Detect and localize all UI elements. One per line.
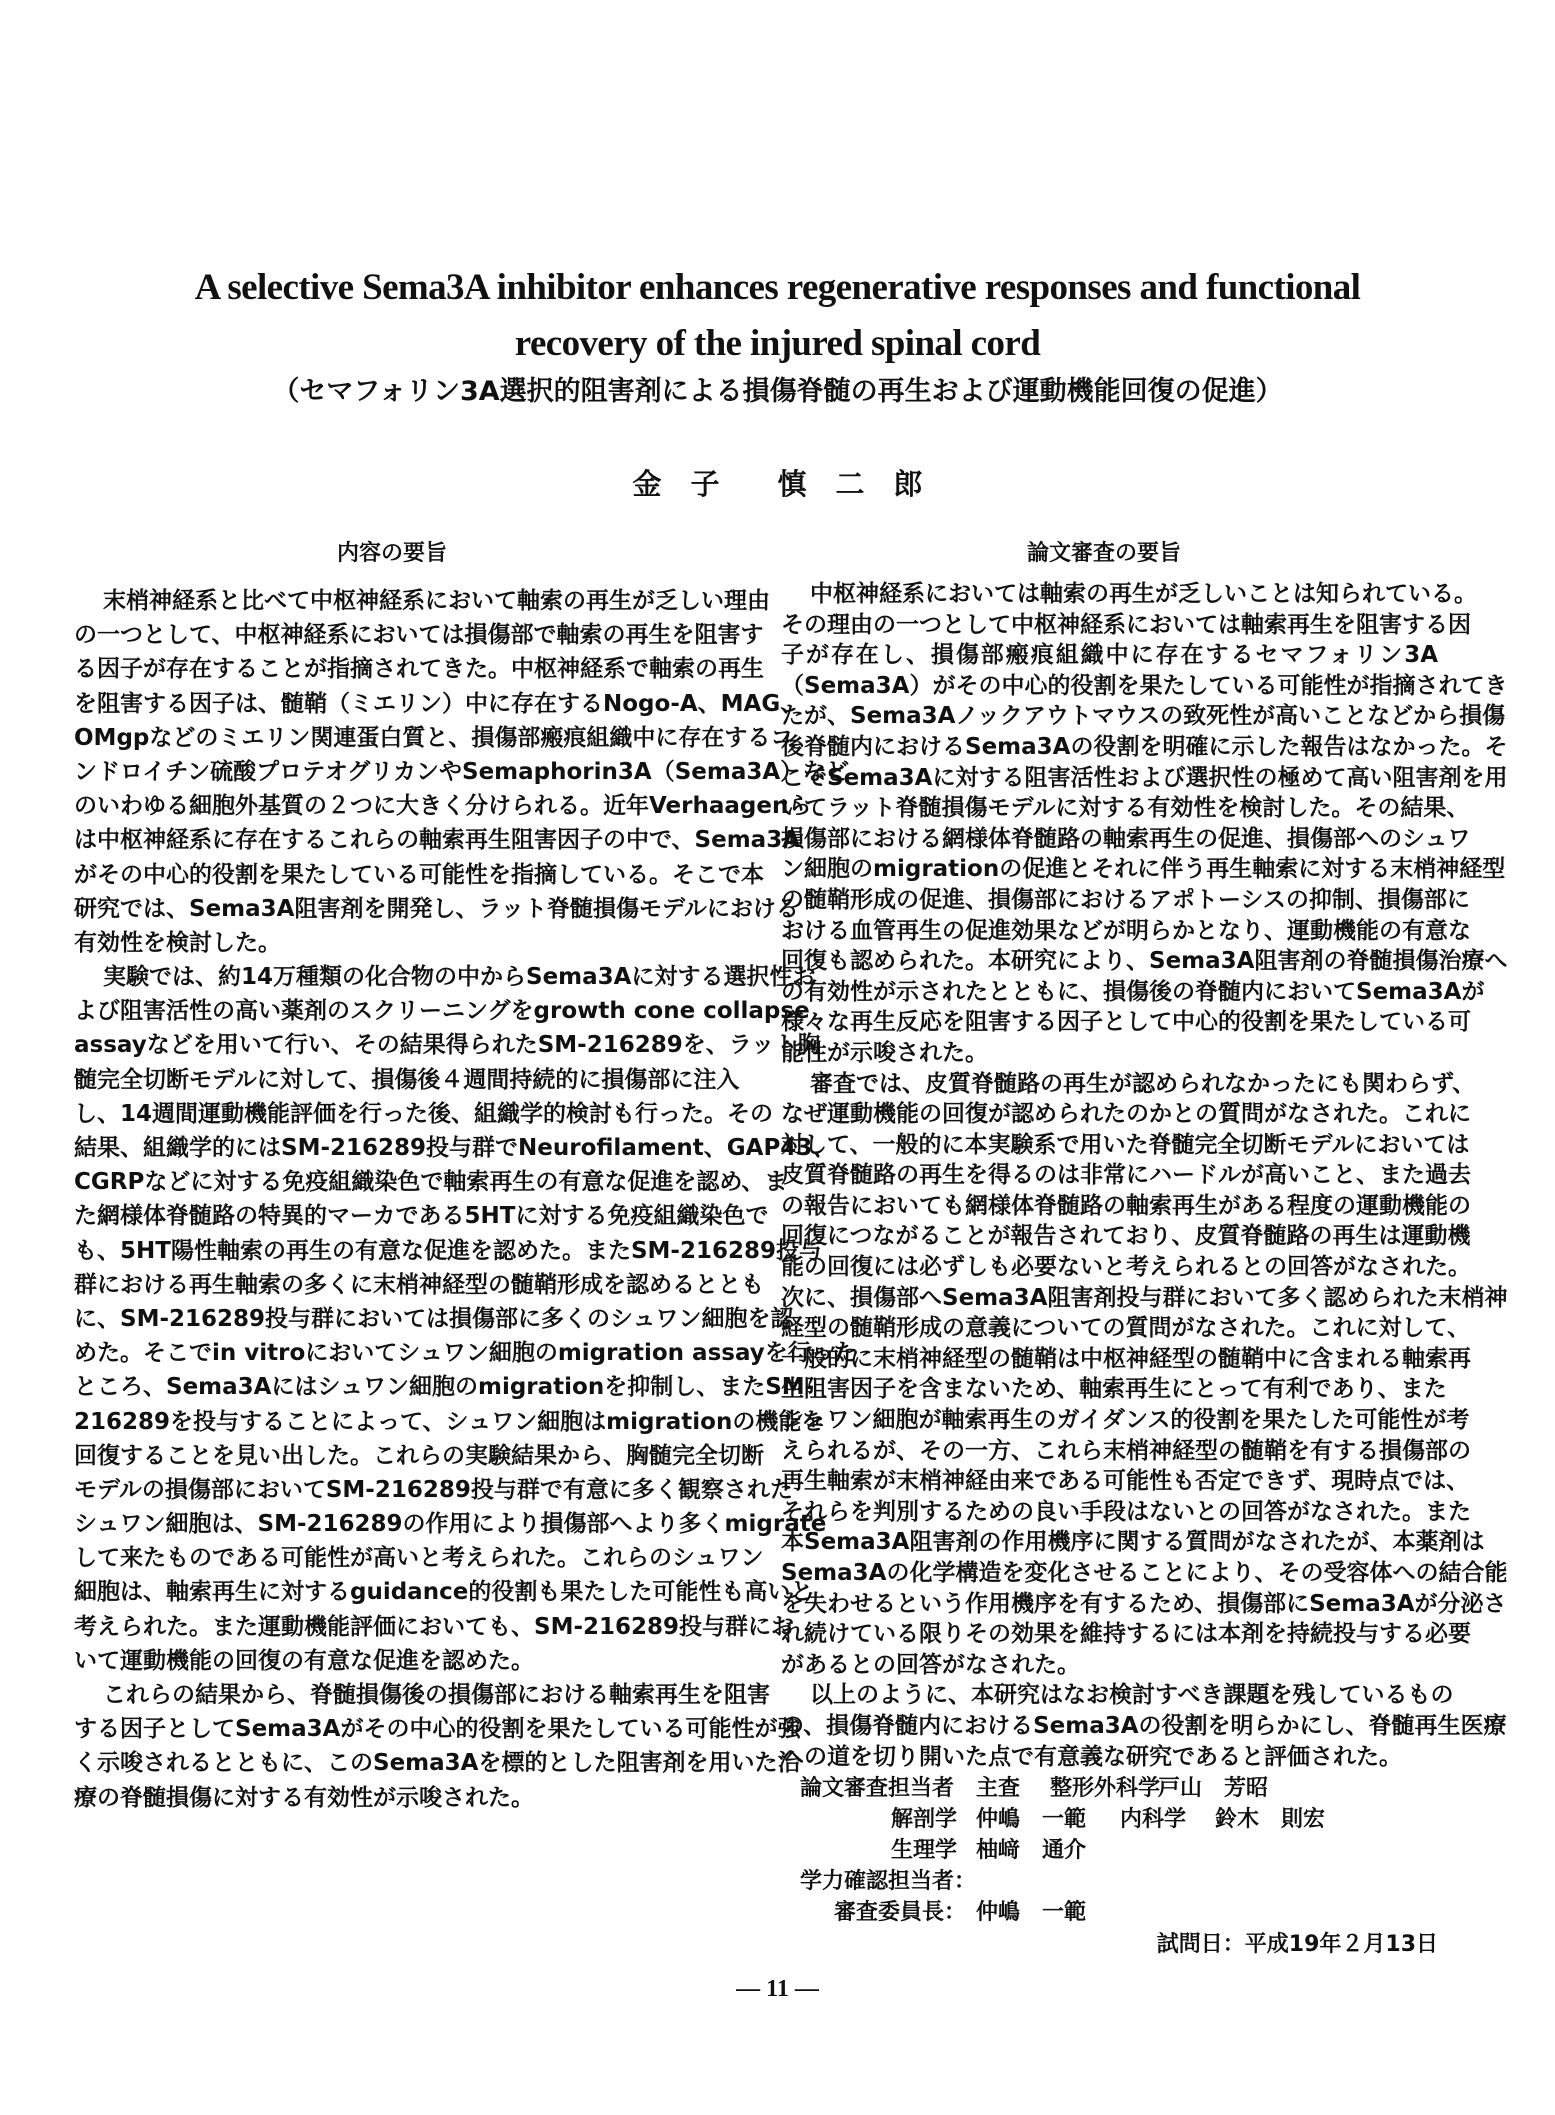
text-line: を阻害する因子は、髄鞘（ミエリン）中に存在するNogo-A、MAG、	[74, 690, 804, 717]
page-number: — 11 —	[736, 1976, 819, 2002]
chief-dept: 整形外科学	[1050, 1776, 1161, 1801]
text-line: 有効性を検討した。	[74, 929, 281, 956]
text-line: た網様体脊髄路の特異的マーカである5HTに対する免疫組織染色で	[74, 1203, 769, 1230]
text-line: への道を切り開いた点で有意義な研究であると評価された。	[781, 1743, 1402, 1770]
left-heading: 内容の要旨	[336, 541, 447, 566]
text-line: 末梢神経系と比べて中枢神経系において軸索の再生が乏しい理由	[103, 588, 770, 614]
text-line: 216289を投与することによって、シュワン細胞はmigrationの機能を	[74, 1408, 825, 1435]
text-line: OMgpなどのミエリン関連蛋白質と、損傷部瘢痕組織中に存在するコ	[74, 724, 794, 751]
text-line: 回復も認められた。本研究により、Sema3A阻害剤の脊髄損傷治療へ	[781, 948, 1508, 975]
text-line: シュワン細胞は、SM-216289の作用により損傷部へより多くmigrate	[74, 1511, 827, 1538]
text-line: 群における再生軸索の多くに末梢神経型の髄鞘形成を認めるととも	[74, 1271, 764, 1298]
text-line: して来たものである可能性が高いと考えられた。これらのシュワン	[74, 1545, 764, 1572]
text-line: 次に、損傷部へSema3A阻害剤投与群において多く認められた末梢神	[781, 1284, 1508, 1311]
text-line: 後脊髄内におけるSema3Aの役割を明確に示した報告はなかった。そ	[781, 733, 1508, 760]
text-line: 対して、一般的に本実験系で用いた脊髄完全切断モデルにおいては	[781, 1131, 1470, 1158]
text-line: 細胞は、軸索再生に対するguidance的役割も果たした可能性も高いと	[74, 1579, 814, 1606]
title-line-1: A selective Sema3A inhibitor enhances regenerative responses and functional	[194, 267, 1361, 308]
text-line: の有効性が示されたとともに、損傷後の脊髄内においてSema3Aが	[781, 978, 1485, 1005]
text-line: ン細胞のmigrationの促進とそれに伴う再生軸索に対する末梢神経型	[781, 856, 1506, 883]
chief-name: 戸山 芳昭	[1158, 1776, 1269, 1801]
exam-date: 試問日：平成19年２月13日	[1156, 1932, 1438, 1957]
text-line: （Sema3A）がその中心的役割を果たしている可能性が指摘されてき	[781, 672, 1508, 699]
text-line: こでSema3Aに対する阻害活性および選択性の極めて高い阻害剤を用	[781, 764, 1508, 791]
text-line: えられるが、その一方、これら末梢神経型の髄鞘を有する損傷部の	[781, 1437, 1471, 1464]
text-line: なぜ運動機能の回復が認められたのかとの質問がなされた。これに	[781, 1101, 1471, 1128]
text-line: たが、Sema3Aノックアウトマウスの致死性が高いことなどから損傷	[781, 703, 1506, 730]
text-line: 回復することを見い出した。これらの実験結果から、胸髄完全切断	[74, 1442, 764, 1469]
text-line: いて運動機能の回復の有意な促進を認めた。	[74, 1647, 534, 1674]
review-column	[781, 579, 1508, 1772]
text-line: する因子としてSema3Aがその中心的役割を果たしている可能性が強	[74, 1716, 801, 1743]
text-line: 様々な再生反応を阻害する因子として中心的役割を果たしている可	[781, 1009, 1471, 1036]
text-line: がその中心的役割を果たしている可能性を指摘している。そこで本	[74, 861, 764, 888]
committee-chair-label: 審査委員長：	[834, 1900, 967, 1925]
text-line: 研究では、Sema3A阻害剤を開発し、ラット脊髄損傷モデルにおける	[74, 895, 799, 922]
text-line: の報告においても網様体脊髄路の軸索再生がある程度の運動機能の	[781, 1192, 1471, 1219]
text-line: 能性が示唆された。	[781, 1039, 988, 1066]
member-dept: 解剖学	[891, 1807, 958, 1832]
text-line: 考えられた。また運動機能評価においても、SM-216289投与群にお	[74, 1613, 795, 1640]
text-line: CGRPなどに対する免疫組織染色で軸索再生の有意な促進を認め、ま	[74, 1169, 788, 1196]
member-dept: 内科学	[1120, 1807, 1187, 1832]
text-line: 髄完全切断モデルに対して、損傷後４週間持続的に損傷部に注入	[74, 1066, 740, 1093]
text-line: 損傷部における網様体脊髄路の軸索再生の促進、損傷部へのシュワ	[781, 825, 1471, 852]
text-line: を失わせるという作用機序を有するため、損傷部にSema3Aが分泌さ	[781, 1590, 1507, 1617]
member-name: 柚﨑 通介	[976, 1838, 1087, 1863]
text-line: 子が存在し、損傷部瘢痕組織中に存在するセマフォリン3A	[781, 642, 1438, 669]
text-line: も、5HT陽性軸索の再生の有意な促進を認めた。またSM-216289投与	[74, 1237, 822, 1264]
text-line: 生阻害因子を含まないため、軸索再生にとって有利であり、また	[781, 1376, 1447, 1403]
chief-role: 主査	[976, 1776, 1021, 1801]
text-line: 一般的に末梢神経型の髄鞘は中枢神経型の髄鞘中に含まれる軸索再	[781, 1345, 1471, 1372]
text-line: めた。そこでin vitroにおいてシュワン細胞のmigration assayを行った	[74, 1340, 857, 1367]
text-line: 能の回復には必ずしも必要ないと考えられるとの回答がなされた。	[781, 1254, 1471, 1281]
text-line: いてラット脊髄損傷モデルに対する有効性を検討した。その結果、	[781, 795, 1470, 822]
qualification-label: 学力確認担当者：	[800, 1869, 977, 1894]
text-line: 経型の髄鞘形成の意義についての質問がなされた。これに対して、	[781, 1315, 1471, 1342]
text-line: は中枢神経系に存在するこれらの軸索再生阻害因子の中で、Sema3A	[74, 827, 800, 854]
committee-chair-name: 仲嶋 一範	[976, 1900, 1087, 1925]
text-line: の一つとして、中枢神経系においては損傷部で軸索の再生を阻害す	[74, 622, 764, 649]
text-line: それらを判別するための良い手段はないとの回答がなされた。また	[781, 1498, 1471, 1525]
text-line: ところ、Sema3Aにはシュワン細胞のmigrationを抑制し、またSM-	[74, 1374, 815, 1401]
text-line: これらの結果から、脊髄損傷後の損傷部における軸索再生を阻害	[103, 1682, 770, 1708]
reviewers-label: 論文審査担当者	[800, 1776, 955, 1801]
member-name: 仲嶋 一範	[976, 1807, 1087, 1832]
text-line: のいわゆる細胞外基質の２つに大きく分けられる。近年Verhaagenら	[74, 793, 812, 820]
author-name: 金 子 慎 二 郎	[632, 467, 923, 501]
text-line: シュワン細胞が軸索再生のガイダンス的役割を果たした可能性が考	[781, 1407, 1470, 1434]
text-line: assayなどを用いて行い、その結果得られたSM-216289を、ラット胸	[74, 1032, 821, 1059]
text-line: 本Sema3A阻害剤の作用機序に関する質問がなされたが、本薬剤は	[781, 1529, 1485, 1556]
text-line: 療の脊髄損傷に対する有効性が示唆された。	[74, 1784, 534, 1811]
text-line: 審査では、皮質脊髄路の再生が認められなかったにも関わらず、	[810, 1070, 1476, 1097]
text-line: れ続けている限りその効果を維持するには本剤を持続投与する必要	[781, 1621, 1471, 1648]
text-line: 実験では、約14万種類の化合物の中からSema3Aに対する選択性お	[103, 964, 816, 991]
text-line: し、14週間運動機能評価を行った後、組織学的検討も行った。その	[74, 1100, 774, 1127]
text-line: 結果、組織学的にはSM-216289投与群でNeurofilament、GAP43、	[74, 1135, 836, 1161]
text-line: 中枢神経系においては軸索の再生が乏しいことは知られている。	[810, 581, 1477, 607]
text-line: があるとの回答がなされた。	[781, 1651, 1080, 1678]
text-line: 回復につながることが報告されており、皮質脊髄路の再生は運動機	[781, 1223, 1471, 1250]
text-line: 皮質脊髄路の再生を得るのは非常にハードルが高いこと、また過去	[781, 1162, 1471, 1189]
text-line: おける血管再生の促進効果などが明らかとなり、運動機能の有意な	[781, 917, 1471, 944]
title-line-2: recovery of the injured spinal cord	[514, 323, 1041, 364]
text-line: の髄鞘形成の促進、損傷部におけるアポトーシスの抑制、損傷部に	[781, 886, 1470, 913]
text-line: に、SM-216289投与群においては損傷部に多くのシュワン細胞を認	[74, 1305, 794, 1332]
text-line: ンドロイチン硫酸プロテオグリカンやSemaphorin3A（Sema3A）など	[74, 758, 850, 785]
text-line: 再生軸索が末梢神経由来である可能性も否定できず、現時点では、	[781, 1468, 1470, 1495]
text-line: よび阻害活性の高い薬剤のスクリーニングをgrowth cone collapse	[74, 998, 810, 1025]
text-line: 以上のように、本研究はなお検討すべき課題を残しているもの	[810, 1682, 1454, 1709]
text-line: る因子が存在することが指摘されてきた。中枢神経系で軸索の再生	[74, 656, 764, 683]
member-dept: 生理学	[891, 1838, 958, 1863]
japanese-title: （セマフォリン3A選択的阻害剤による損傷脊髄の再生および運動機能回復の促進）	[272, 376, 1283, 407]
member-name: 鈴木 則宏	[1215, 1807, 1326, 1832]
abstract-column	[74, 584, 857, 1815]
text-line: Sema3Aの化学構造を変化させることにより、その受容体への結合能	[781, 1560, 1508, 1586]
right-heading: 論文審査の要旨	[1026, 541, 1181, 566]
text-line: その理由の一つとして中枢神経系においては軸索再生を阻害する因	[781, 611, 1471, 638]
text-line: モデルの損傷部においてSM-216289投与群で有意に多く観察された	[74, 1476, 793, 1503]
text-line: の、損傷脊髄内におけるSema3Aの役割を明らかにし、脊髄再生医療	[781, 1712, 1507, 1739]
text-line: く示唆されるとともに、このSema3Aを標的とした阻害剤を用いた治	[74, 1750, 801, 1777]
